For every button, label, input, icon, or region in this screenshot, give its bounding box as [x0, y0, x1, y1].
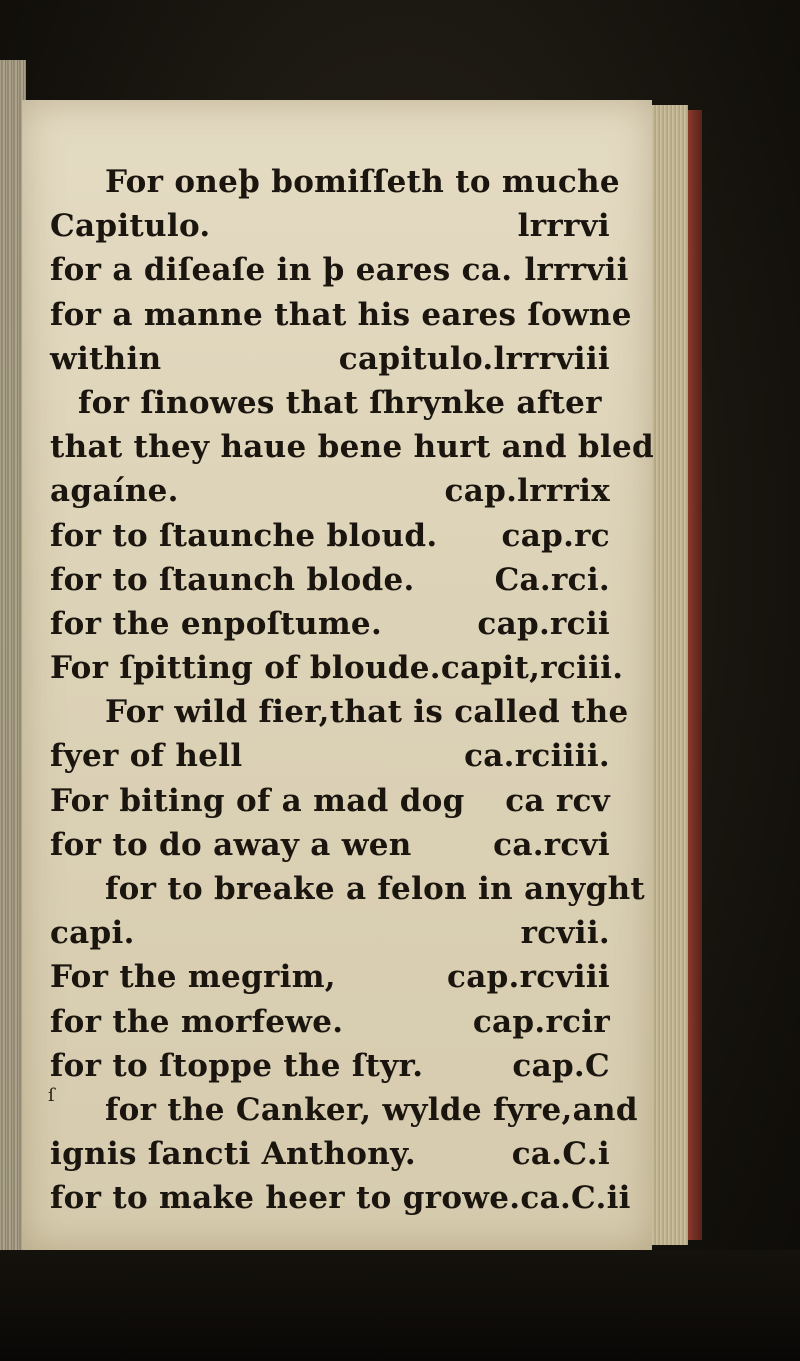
- toc-chapter-ref: capitulo.lrrrviii: [338, 340, 610, 377]
- toc-entry: for to make heer to growe.ca.C.ii: [50, 1180, 631, 1217]
- toc-entry: that they haue bene hurt and bled: [50, 429, 654, 466]
- toc-line: [50, 911, 610, 955]
- toc-entry: For oneþ bomiſſeth to muche: [105, 164, 620, 200]
- toc-entry: fyer of hell: [50, 738, 243, 775]
- toc-line: [50, 955, 610, 999]
- toc-line: [50, 469, 610, 513]
- toc-entry: For wild fier,that is called the: [105, 694, 629, 731]
- toc-chapter-ref: Ca.rci.: [494, 561, 610, 598]
- toc-entry: for the enpoſtume.: [50, 605, 383, 642]
- toc-line: [50, 204, 610, 248]
- toc-entry: for the Canker, wylde fyre,and: [105, 1091, 638, 1128]
- toc-line: [50, 602, 610, 646]
- toc-chapter-ref: lrrrvii: [524, 252, 629, 289]
- toc-line: [50, 381, 610, 425]
- toc-entry: capi.: [50, 915, 135, 952]
- toc-line: [50, 337, 610, 381]
- toc-entry: agaíne.: [50, 473, 179, 510]
- toc-line: [50, 690, 629, 734]
- toc-entry: for to ſtoppe the ſtyr.: [50, 1047, 424, 1084]
- toc-line: [50, 514, 610, 558]
- toc-line: [50, 646, 624, 690]
- toc-entry: within: [50, 340, 162, 377]
- toc-entry: For ſpitting of bloude.capit,rciii.: [50, 650, 624, 687]
- toc-line: [50, 1132, 610, 1176]
- toc-line: [50, 293, 632, 337]
- toc-chapter-ref: ca.C.i: [511, 1136, 610, 1173]
- toc-entry: Capitulo.: [50, 208, 211, 245]
- toc-line: [50, 1044, 610, 1088]
- toc-entry: for a manne that his eares ſowne: [50, 296, 632, 333]
- red-book-edge: [688, 110, 702, 1240]
- toc-line: [50, 1088, 638, 1132]
- toc-line: [50, 248, 629, 292]
- toc-chapter-ref: cap.rcii: [477, 605, 610, 642]
- toc-chapter-ref: cap.rcviii: [447, 959, 610, 996]
- toc-entry: for ſinowes that ſhrynke after: [78, 384, 602, 421]
- table-of-contents: [50, 160, 654, 1221]
- toc-line: [50, 1176, 631, 1220]
- toc-chapter-ref: rcvii.: [520, 915, 610, 952]
- toc-chapter-ref: ca.rciiii.: [464, 738, 610, 775]
- toc-line: [50, 779, 610, 823]
- toc-chapter-ref: cap.lrrrix: [444, 473, 610, 510]
- toc-chapter-ref: ca.rcvi: [493, 826, 610, 863]
- toc-chapter-ref: ca rcv: [505, 782, 610, 819]
- toc-entry: ignis ſancti Anthony.: [50, 1136, 416, 1173]
- signature-mark: ſ: [48, 1085, 55, 1106]
- toc-line: [50, 425, 654, 469]
- toc-entry: for to ſtaunch blode.: [50, 561, 415, 598]
- toc-line: [50, 160, 620, 204]
- toc-entry: for to ſtaunche bloud.: [50, 517, 438, 554]
- toc-line: [50, 823, 610, 867]
- toc-line: [50, 867, 646, 911]
- toc-entry: For the megrim,: [50, 959, 336, 996]
- toc-chapter-ref: cap.rcir: [472, 1003, 610, 1040]
- toc-entry: for to do away a wen: [50, 826, 412, 863]
- toc-chapter-ref: cap.rc: [501, 517, 610, 554]
- toc-chapter-ref: cap.C: [512, 1047, 610, 1084]
- bottom-shadow: [0, 1250, 800, 1361]
- toc-entry: for a diſeaſe in þ eares ca.: [50, 252, 513, 289]
- toc-entry: for the morfewe.: [50, 1003, 344, 1040]
- book-fore-edge: [650, 105, 688, 1245]
- toc-entry: For biting of a mad dog: [50, 782, 465, 819]
- toc-line: [50, 1000, 610, 1044]
- toc-line: [50, 558, 610, 602]
- toc-chapter-ref: lrrrvi: [517, 208, 610, 245]
- toc-entry: for to breake a felon in anyght: [105, 871, 646, 907]
- toc-line: [50, 734, 610, 778]
